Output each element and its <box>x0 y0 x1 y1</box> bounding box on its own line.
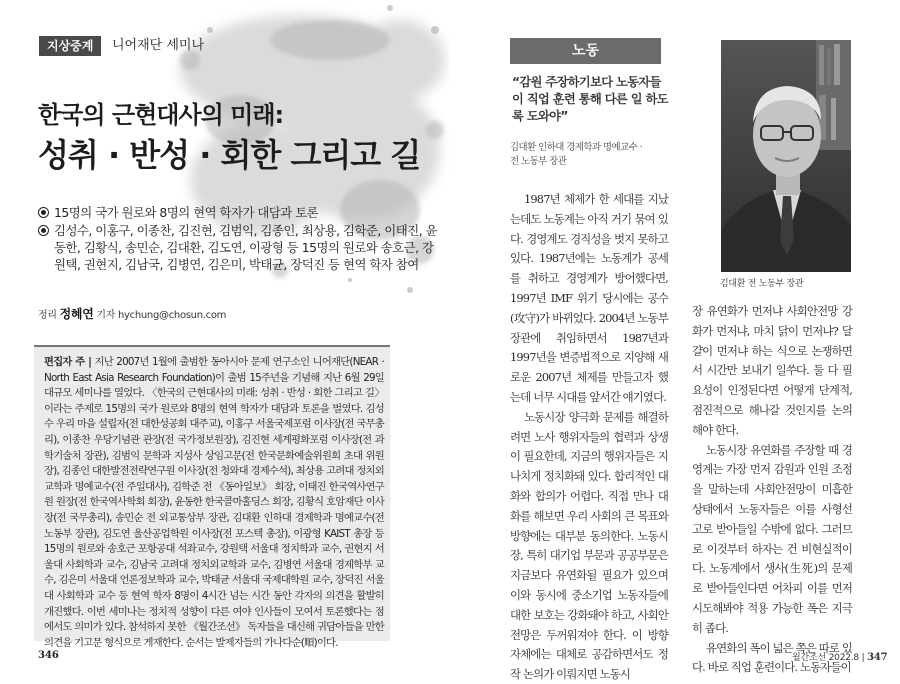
article-paragraph: 유연화의 폭이 넓은 쪽은 따로 있다. 바로 직업 훈련이다. 노동자들이 <box>692 640 852 675</box>
headline-line-2: 성취 · 반성 · 회한 그리고 길 <box>38 136 421 174</box>
speaker-portrait-photo <box>721 40 851 272</box>
summary-bullet-text: 김성수, 이홍구, 이종찬, 김진현, 김범익, 김종인, 최상용, 김학준, 이태진, 윤동한, 김황식, 송민순, 김대환, 김도연, 이광형 등 15명의 원로와 송호근, 강원택, 권현지, 김남국, 김병연, 김은미, 박태균, 장덕진 등 현역 학자 참여 <box>54 223 438 272</box>
byline-name: 정혜연 <box>59 307 94 321</box>
topic-tag: 노동 <box>510 38 661 64</box>
editor-note-text <box>44 355 384 651</box>
article-paragraph: 노동시장 유연화를 주장할 때 경영계는 가장 먼저 감원과 인원 조정을 말하는데 사회안전망이 미흡한 상태에서 노동자들은 이를 사형선고로 받아들일 수밖에 없다. 그러므로 이것부터 하자는 건 비현실적이다. 노동계에서 생사(生死)의 문제로 받아들인다면 어차피 이를 먼저 시도해봐야 적용 가능한 폭은 지극히 좁다. <box>692 442 852 635</box>
editor-note-lead: 편집자 주 | <box>44 356 92 368</box>
article-paragraph: 1987년 체제가 한 세대를 지났는데도 노동계는 아직 거기 묶여 있다. 경영계도 경직성을 벗지 못하고 있다. 1987년에는 노동계가 공세를 취하고 경영계가 방어했다면, 1997년 IMF 위기 당시에는 공수(攻守)가 바뀌었다. 2004년 노동부 장관에 취임하면서 1987년과 1997년을 변증법적으로 지양해 새로운 2007년 체제를 만들고자 했는데 너무 시대를 앞서간 얘기였다. <box>510 192 668 404</box>
page-footer-right <box>792 650 887 663</box>
article-headline <box>38 98 438 178</box>
summary-bullet-text: 15명의 국가 원로와 8명의 현역 학자가 대담과 토론 <box>54 205 319 220</box>
section-tag: 지상중계 <box>39 36 101 56</box>
photo-caption: 김대환 전 노동부 장관 <box>720 279 804 289</box>
pull-quote <box>510 74 668 125</box>
byline-email: 기자 hychung@chosun.com <box>96 310 227 321</box>
article-column-1 <box>510 190 668 684</box>
page-number-left: 346 <box>38 650 59 661</box>
magazine-issue: 월간조선 2022.8 | <box>792 653 865 663</box>
summary-bullet <box>38 222 438 273</box>
right-page <box>450 0 900 684</box>
byline-prefix: 정리 <box>38 310 57 321</box>
speaker-title: 김대환 인하대 경제학과 명예교수 · <box>510 142 643 153</box>
page-number-right: 347 <box>867 652 888 663</box>
byline <box>38 307 226 323</box>
circle-bullet-icon <box>38 225 49 236</box>
article-paragraph: 노동시장 양극화 문제를 해결하려면 노사 행위자들의 협력과 상생이 필요한데, 지금의 행위자들은 지나치게 정치화돼 있다. 합리적인 대화와 합의가 어렵다. 직접 만나 대화를 해보면 우리 사회의 큰 목표와 방향에는 대부분 동의한다. 노동시장, 특히 대기업 부문과 공공부문은 지금보다 유연화될 필요가 있으며 이와 동시에 중소기업 노동자들에 대한 보호는 강화돼야 하고, 사회안전망은 두꺼워져야 한다. 이 방향 자체에는 대체로 공감하면서도 정작 논의가 이뤄지면 노동시 <box>510 409 668 682</box>
pull-quote-text: “감원 주장하기보다 노동자들이 직업 훈련 통해 다른 일 하도록 도와야” <box>512 75 668 123</box>
article-paragraph: 장 유연화가 먼저냐 사회안전망 강화가 먼저냐, 마치 닭이 먼저냐? 달걀이 먼저냐 하는 식으로 논쟁하면서 시간만 보내기 일쑤다. 둘 다 필요성이 인정된다면 어떻게 단계적, 점진적으로 해나갈 것인지를 논의해야 한다. <box>692 304 852 437</box>
editor-note-box <box>34 345 390 649</box>
speaker-former-title: 전 노동부 장관 <box>510 156 567 167</box>
summary-bullets <box>38 204 438 274</box>
editor-note-body: 지난 2007년 1월에 출범한 동아시아 문제 연구소인 니어재단(NEAR · North East Asia Research Foundation)이 출범 15주년을 기념해 지난 6월 29일 대규모 세미나를 열었다. 〈한국의 근현대사의 미래: 성취 · 반성 · 회한 그리고 길〉이라는 주제로 15명의 국가 원로와 8명의 현역 학자가 대담과 토론을 벌였다. 김성수 우리 마을 설립자(전 대한성공회 대주교), 이홍구 서울국제포럼 이사장(전 국무총리), 이종찬 우당기념관 관장(전 국가정보원장), 김진현 세계평화포럼 이사장(전 과학기술처 장관), 김범익 문학과 지성사 상임고문(전 한국문화예술위원회 초대 위원장), 김종인 대한발전전략연구원 이사장(전 청와대 경제수석), 최상용 고려대 정치외교학과 명예교수(전 주일대사), 김학준 전 《동아일보》 회장, 이태진 한국역사연구원 원장(전 한국역사학회 회장), 윤동한 한국콜마홀딩스 회장, 김황식 호암재단 이사장(전 국무총리), 송민순 전 외교통상부 장관, 김대환 인하대 경제학과 명예교수(전 노동부 장관), 김도연 울산공업학원 이사장(전 포스텍 총장), 이광형 KAIST 총장 등 15명의 원로와 송호근 포항공대 석좌교수, 강원택 서울대 정치학과 교수, 권현지 서울대 사회학과 교수, 김남국 고려대 정치외교학과 교수, 김병연 서울대 경제학부 교수, 김은미 서울대 언론정보학과 교수, 박태균 서울대 국제대학원 교수, 장덕진 서울대 사회학과 교수 등 현역 학자 8명이 4시간 넘는 시간 동안 각자의 의견을 활발히 개진했다. 이번 세미나는 정치적 성향이 다른 여야 인사들이 모여서 토론했다는 점에서도 의미가 있다. 참석하지 못한 《월간조선》 독자들을 대신해 귀담아들을 만한 의견을 기고문 형식으로 게재한다. 순서는 발제자들의 가나다순(順)이다. <box>44 356 384 649</box>
article-column-2 <box>692 302 852 678</box>
summary-bullet <box>38 204 438 221</box>
section-subtitle: 니어재단 세미나 <box>112 38 205 53</box>
headline-line-1: 한국의 근현대사의 미래: <box>38 101 284 129</box>
speaker-info <box>510 141 670 169</box>
circle-bullet-icon <box>38 207 49 218</box>
